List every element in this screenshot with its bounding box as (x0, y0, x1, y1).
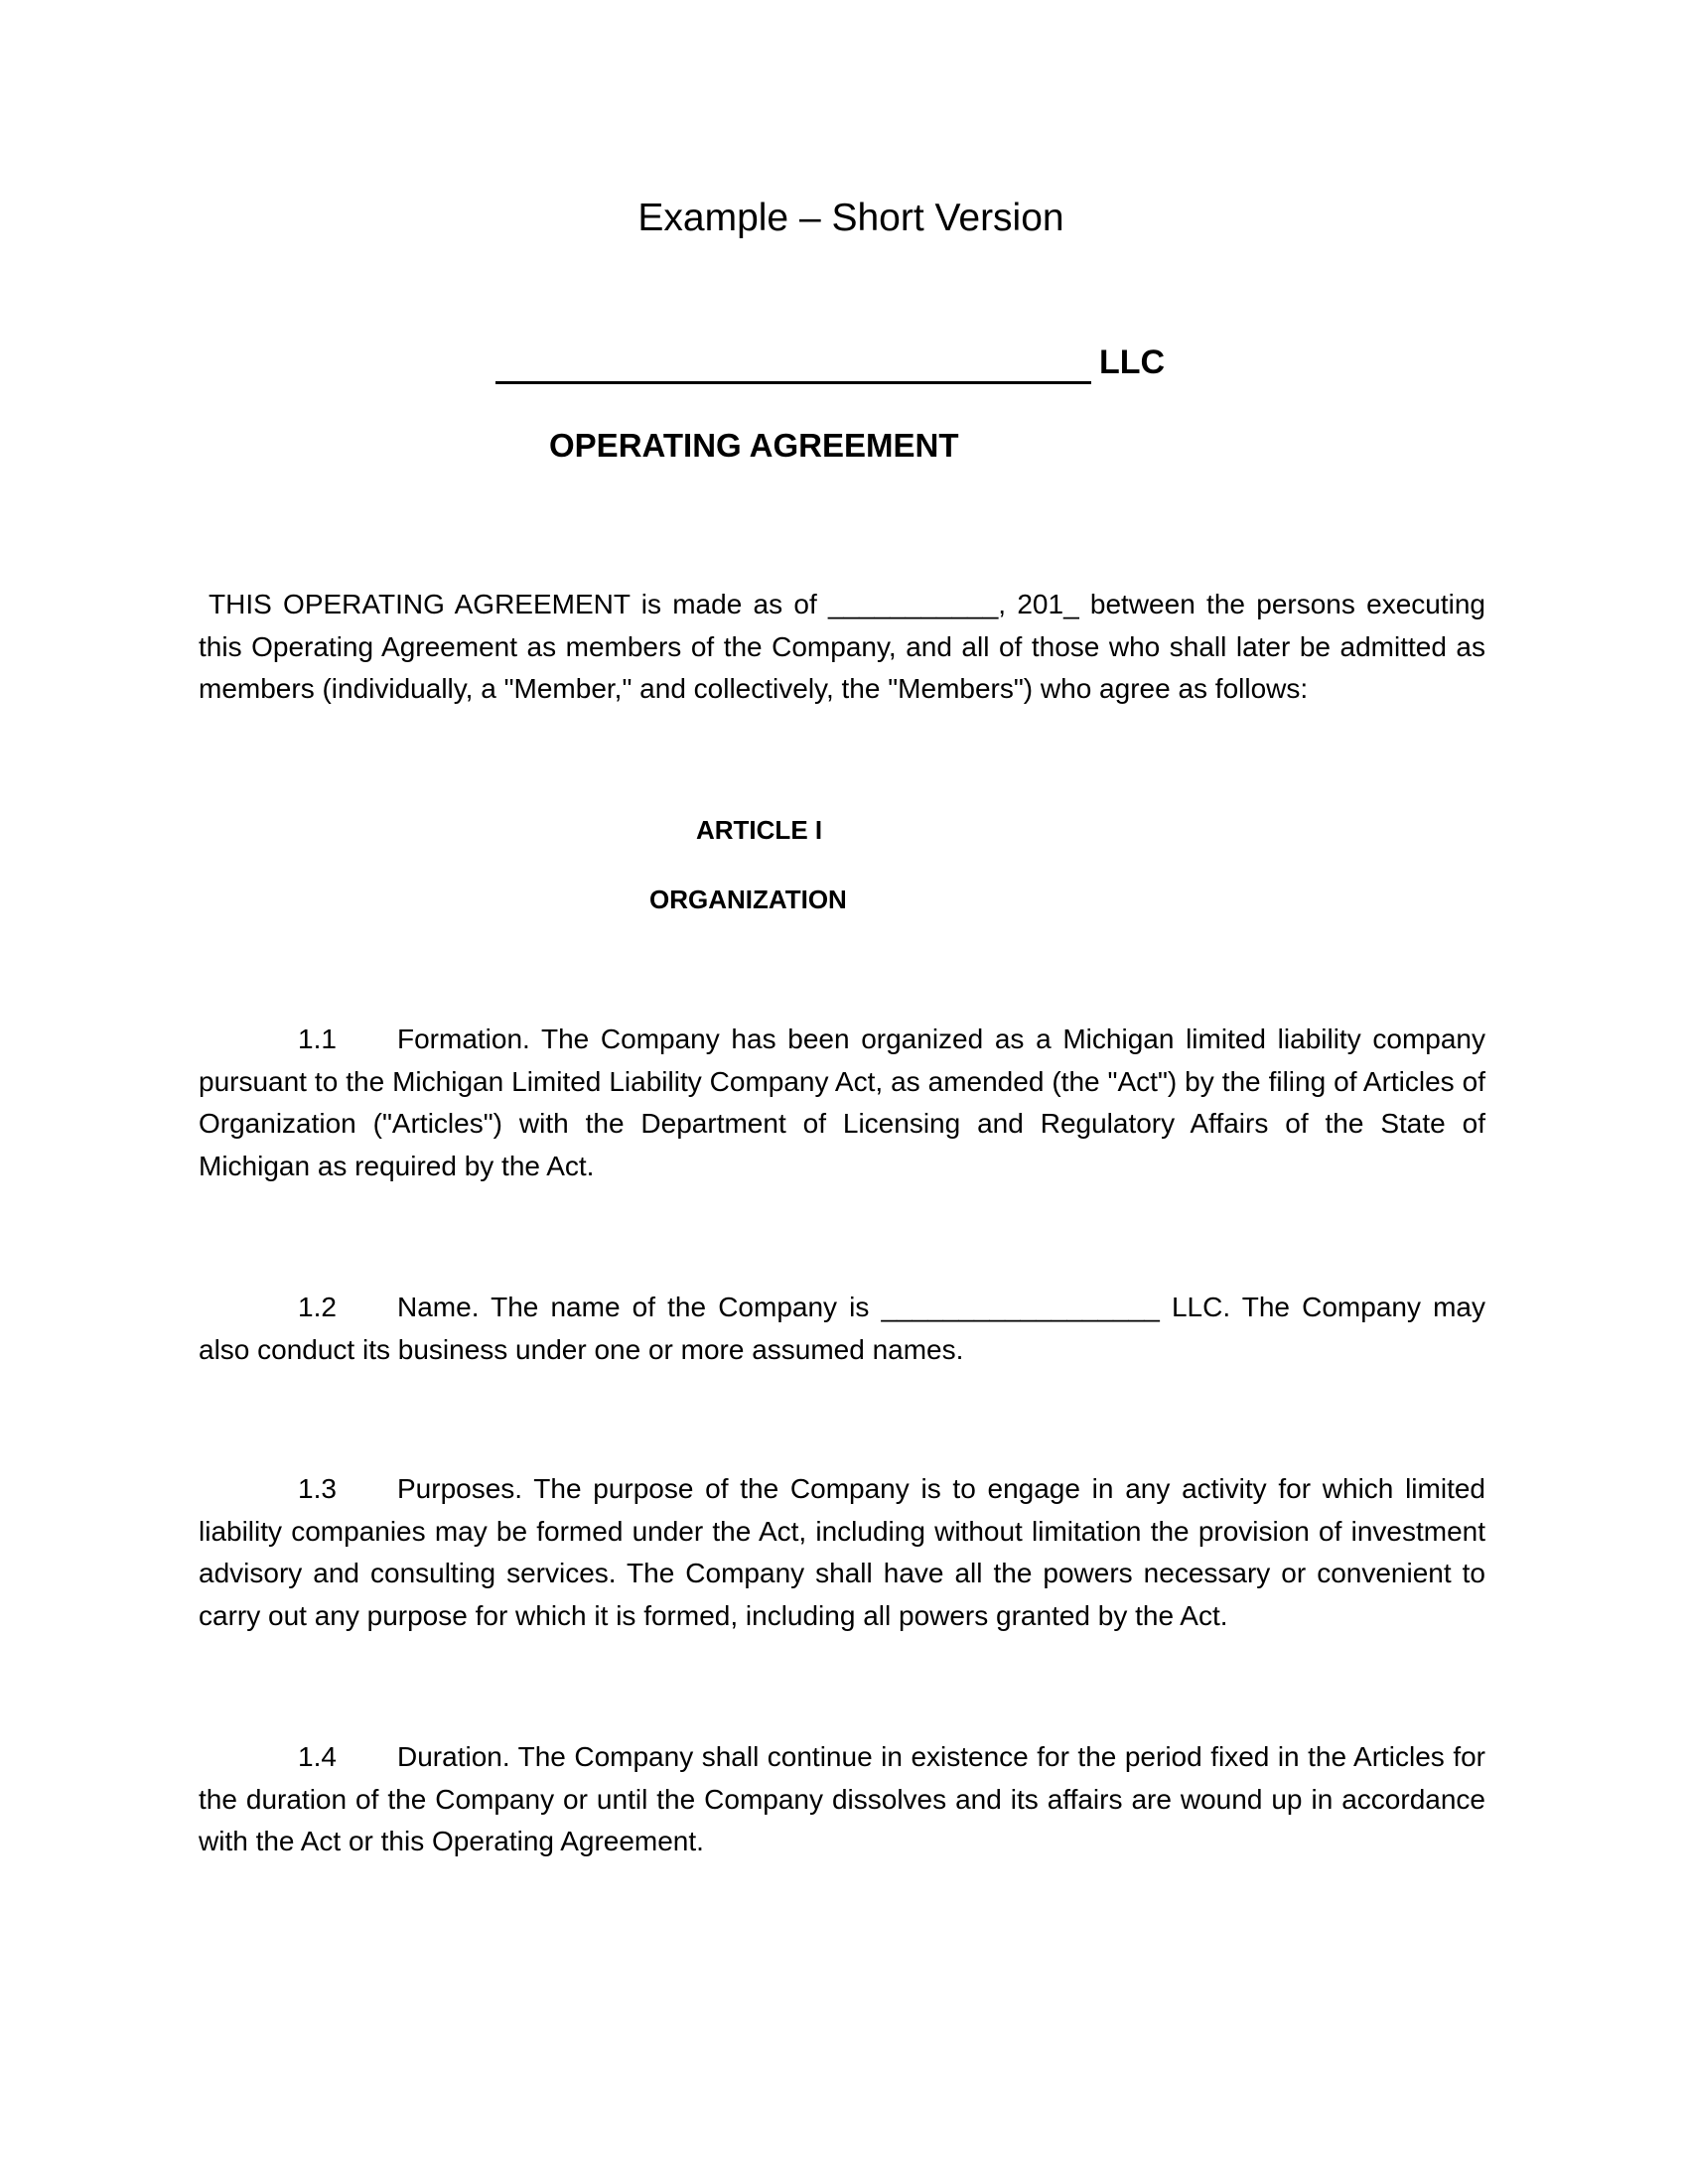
section-1-4 (199, 1736, 1485, 1863)
intro-text: THIS OPERATING AGREEMENT is made as of ___________, 201_ between the persons executing this Operating Agreement as members of the Company, and all of those who shall later be admitted as members (individually, a "Member," and collectively, the "Members") who agree as follows: (199, 589, 1485, 705)
section-number: 1.2 (298, 1292, 337, 1322)
llc-suffix: LLC (1099, 343, 1166, 381)
section-number: 1.1 (298, 1024, 337, 1054)
intro-paragraph (199, 584, 1485, 711)
section-number: 1.4 (298, 1741, 337, 1772)
section-1-3 (199, 1468, 1485, 1637)
section-text: Purposes. The purpose of the Company is to engage in any activity for which limited liability companies may be formed under the Act, including without limitation the provision of investment advisory and consulting services. The Company shall have all the powers necessary or convenient to carry out any purpose for which it is formed, including all powers granted by the Act. (199, 1473, 1485, 1631)
company-name-line (495, 341, 1165, 384)
section-text: Duration. The Company shall continue in existence for the period fixed in the Articles for the duration of the Company or until the Company dissolves and its affairs are wound up in accordance with the Act or this Operating Agreement. (199, 1741, 1485, 1857)
section-1-2 (199, 1287, 1485, 1371)
article-number: ARTICLE I (696, 815, 823, 845)
section-1-1 (199, 1019, 1485, 1187)
article-heading: ORGANIZATION (649, 885, 847, 914)
section-text: Formation. The Company has been organized as a Michigan limited liability company pursuant to the Michigan Limited Liability Company Act, as amended (the "Act") by the filing of Articles of Organization ("Articles") with the Department of Licensing and Regulatory Affairs of the State of Michigan as required by the Act. (199, 1024, 1485, 1181)
company-name-blank (495, 345, 1091, 384)
example-title: Example – Short Version (637, 197, 1064, 239)
section-text: Name. The name of the Company is __________________ LLC. The Company may also conduct its business under one or more assumed names. (199, 1292, 1485, 1365)
agreement-title: OPERATING AGREEMENT (549, 427, 959, 464)
section-number: 1.3 (298, 1473, 337, 1504)
